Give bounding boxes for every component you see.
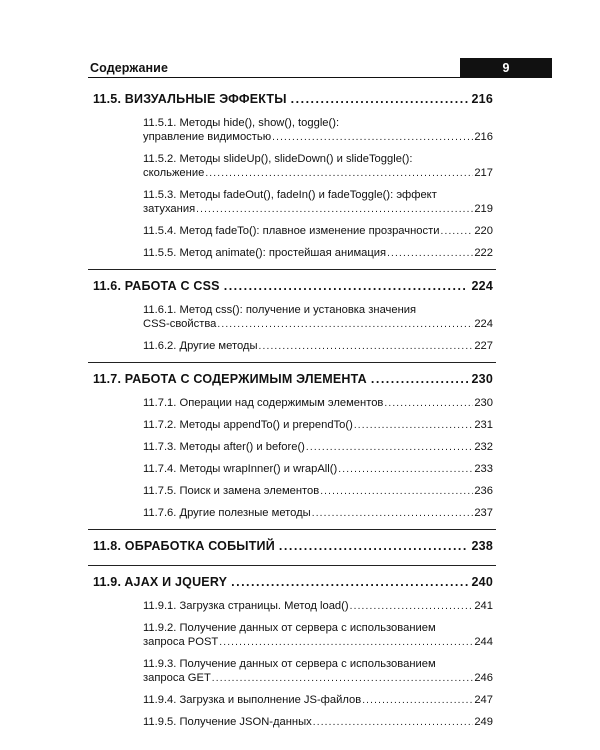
toc-entry[interactable] <box>143 657 493 686</box>
leader-dots <box>217 318 473 332</box>
header-title-box <box>88 58 460 78</box>
toc-section[interactable] <box>93 539 493 557</box>
toc-entry[interactable] <box>143 506 493 521</box>
entry-title: CSS-свойства <box>143 318 217 330</box>
toc-entry[interactable] <box>143 599 493 614</box>
entry-page-number: 216 <box>474 131 493 143</box>
entry-title: управление видимостью <box>143 131 272 143</box>
entry-title: 11.6.2. Другие методы <box>143 340 258 352</box>
entry-page-number: 224 <box>474 318 493 330</box>
entry-page-number: 249 <box>474 716 493 728</box>
toc-section[interactable] <box>93 92 493 110</box>
entry-title: 11.9.1. Загрузка страницы. Метод load() <box>143 600 349 612</box>
entry-title: 11.7.4. Методы wrapInner() и wrapAll() <box>143 463 338 475</box>
entry-title: 11.7.1. Операции над содержимым элементов <box>143 397 384 409</box>
entry-page-number: 222 <box>474 247 493 259</box>
entry-title-line1: 11.9.3. Получение данных от сервера с использованием <box>143 658 436 670</box>
leader-dots <box>350 600 474 614</box>
leader-dots <box>219 636 473 650</box>
section-page-number: 224 <box>471 279 493 293</box>
leader-dots <box>291 92 468 106</box>
entry-page-number: 232 <box>474 441 493 453</box>
toc-entry[interactable] <box>143 693 493 708</box>
section-page-number: 238 <box>471 539 493 553</box>
entry-title: 11.5.4. Метод fadeTo(): плавное изменение прозрачности <box>143 225 440 237</box>
leader-dots <box>387 247 473 261</box>
entry-title: запроса GET <box>143 672 211 684</box>
toc-entry[interactable] <box>143 224 493 239</box>
toc-entry[interactable] <box>143 188 493 217</box>
entry-page-number: 230 <box>474 397 493 409</box>
leader-dots <box>205 167 473 181</box>
section-title: 11.8. ОБРАБОТКА СОБЫТИЙ <box>93 539 275 553</box>
leader-dots <box>312 507 474 521</box>
leader-dots <box>231 575 467 589</box>
toc-entry[interactable] <box>143 396 493 411</box>
leader-dots <box>384 397 473 411</box>
entry-page-number: 233 <box>474 463 493 475</box>
section-page-number: 240 <box>471 575 493 589</box>
leader-dots <box>371 372 468 386</box>
toc-entry[interactable] <box>143 418 493 433</box>
entry-title-line1: 11.6.1. Метод css(): получение и установка значения <box>143 304 417 316</box>
table-of-contents <box>93 92 493 730</box>
entry-title-line1: 11.5.3. Методы fadeOut(), fadeIn() и fadeToggle(): эффект <box>143 189 437 201</box>
entry-page-number: 227 <box>474 340 493 352</box>
page-number-box <box>460 58 552 78</box>
entry-title: 11.5.5. Метод animate(): простейшая анимация <box>143 247 387 259</box>
entry-page-number: 247 <box>474 694 493 706</box>
toc-entry[interactable] <box>143 484 493 499</box>
header-title: Содержание <box>90 61 169 75</box>
toc-entry[interactable] <box>143 152 493 181</box>
entry-title-line1: 11.5.1. Методы hide(), show(), toggle(): <box>143 117 340 129</box>
entry-title: запроса POST <box>143 636 219 648</box>
toc-entry[interactable] <box>143 440 493 455</box>
leader-dots <box>272 131 473 145</box>
leader-dots <box>354 419 474 433</box>
leader-dots <box>338 463 473 477</box>
entry-page-number: 219 <box>474 203 493 215</box>
section-title: 11.7. РАБОТА С СОДЕРЖИМЫМ ЭЛЕМЕНТА <box>93 372 367 386</box>
leader-dots <box>212 672 474 686</box>
entry-title: 11.7.6. Другие полезные методы <box>143 507 311 519</box>
toc-entry[interactable] <box>143 715 493 730</box>
entry-title: 11.9.5. Получение JSON-данных <box>143 716 312 728</box>
toc-section[interactable] <box>93 372 493 390</box>
section-page-number: 216 <box>471 92 493 106</box>
leader-dots <box>196 203 473 217</box>
section-page-number: 230 <box>471 372 493 386</box>
toc-entry[interactable] <box>143 621 493 650</box>
leader-dots <box>279 539 468 553</box>
entry-page-number: 246 <box>474 672 493 684</box>
leader-dots <box>313 716 474 730</box>
entry-title: скольжение <box>143 167 205 179</box>
entry-title: 11.7.5. Поиск и замена элементов <box>143 485 320 497</box>
entry-page-number: 237 <box>474 507 493 519</box>
leader-dots <box>306 441 473 455</box>
page-number: 9 <box>502 61 510 75</box>
leader-dots <box>259 340 474 354</box>
page-header <box>88 58 552 78</box>
entry-title: 11.7.2. Методы appendTo() и prependTo() <box>143 419 353 431</box>
section-title: 11.6. РАБОТА С CSS <box>93 279 220 293</box>
toc-entry[interactable] <box>143 246 493 261</box>
leader-dots <box>320 485 473 499</box>
leader-dots <box>362 694 473 708</box>
toc-entry[interactable] <box>143 303 493 332</box>
section-title: 11.5. ВИЗУАЛЬНЫЕ ЭФФЕКТЫ <box>93 92 287 106</box>
entry-page-number: 241 <box>474 600 493 612</box>
section-title: 11.9. AJAX И JQUERY <box>93 575 228 589</box>
entry-page-number: 220 <box>474 225 493 237</box>
entry-title-line1: 11.9.2. Получение данных от сервера с использованием <box>143 622 436 634</box>
toc-section[interactable] <box>93 575 493 593</box>
toc-section[interactable] <box>93 279 493 297</box>
entry-page-number: 231 <box>474 419 493 431</box>
entry-page-number: 236 <box>474 485 493 497</box>
leader-dots <box>224 279 468 293</box>
entry-title-line1: 11.5.2. Методы slideUp(), slideDown() и slideToggle(): <box>143 153 413 165</box>
toc-entry[interactable] <box>143 116 493 145</box>
toc-entry[interactable] <box>143 462 493 477</box>
leader-dots <box>440 225 473 239</box>
entry-page-number: 217 <box>474 167 493 179</box>
entry-page-number: 244 <box>474 636 493 648</box>
toc-entry[interactable] <box>143 339 493 354</box>
entry-title: затухания <box>143 203 196 215</box>
entry-title: 11.7.3. Методы after() и before() <box>143 441 305 453</box>
entry-title: 11.9.4. Загрузка и выполнение JS-файлов <box>143 694 362 706</box>
